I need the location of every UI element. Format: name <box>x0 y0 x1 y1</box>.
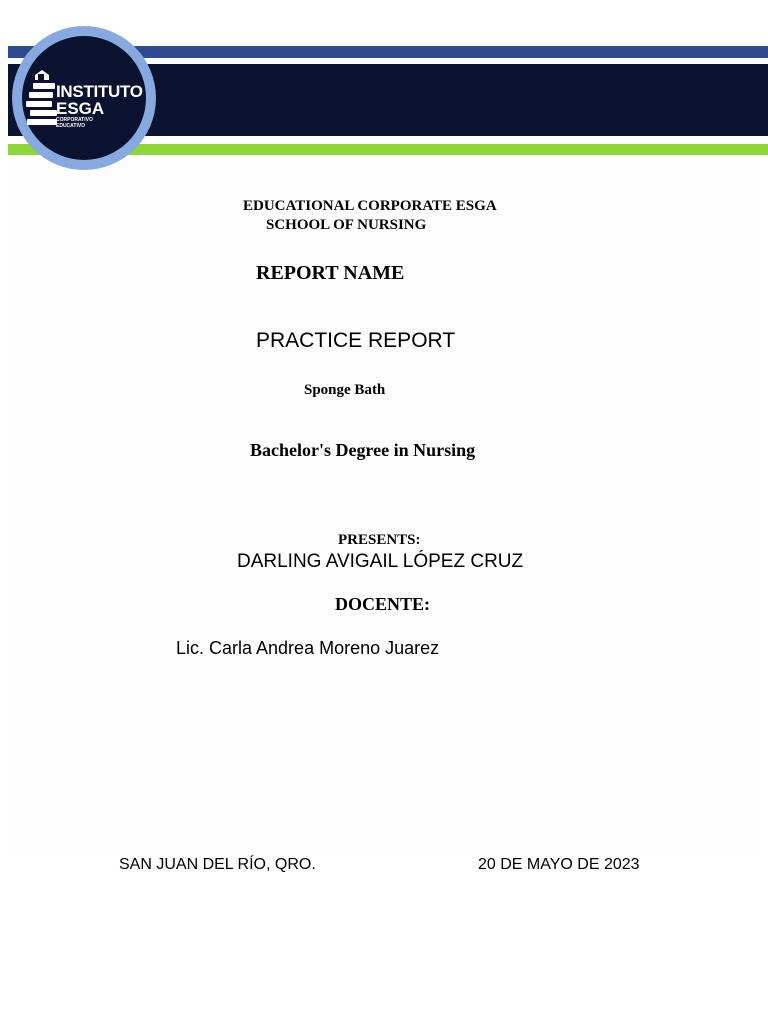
logo-text-esga: ESGA <box>56 99 105 118</box>
report-type: PRACTICE REPORT <box>256 329 456 352</box>
logo-text-corporativo: CORPORATIVO <box>56 117 93 123</box>
logo-text-instituto: INSTITUTO <box>56 82 143 101</box>
student-name: DARLING AVIGAIL LÓPEZ CRUZ <box>237 551 524 572</box>
report-topic: Sponge Bath <box>304 382 386 398</box>
footer-date: 20 DE MAYO DE 2023 <box>478 856 640 873</box>
organization-title: EDUCATIONAL CORPORATE ESGA <box>243 198 497 214</box>
logo-text-educativo: EDUCATIVO <box>56 123 86 129</box>
degree-title: Bachelor's Degree in Nursing <box>250 440 476 460</box>
presents-label: PRESENTS: <box>338 532 421 548</box>
school-title: SCHOOL OF NURSING <box>266 217 427 233</box>
teacher-label: DOCENTE: <box>335 594 431 614</box>
teacher-name: Lic. Carla Andrea Moreno Juarez <box>176 638 440 658</box>
report-name-label: REPORT NAME <box>256 262 405 284</box>
footer-location: SAN JUAN DEL RÍO, QRO. <box>119 856 316 873</box>
book-stack-icon <box>25 66 59 126</box>
